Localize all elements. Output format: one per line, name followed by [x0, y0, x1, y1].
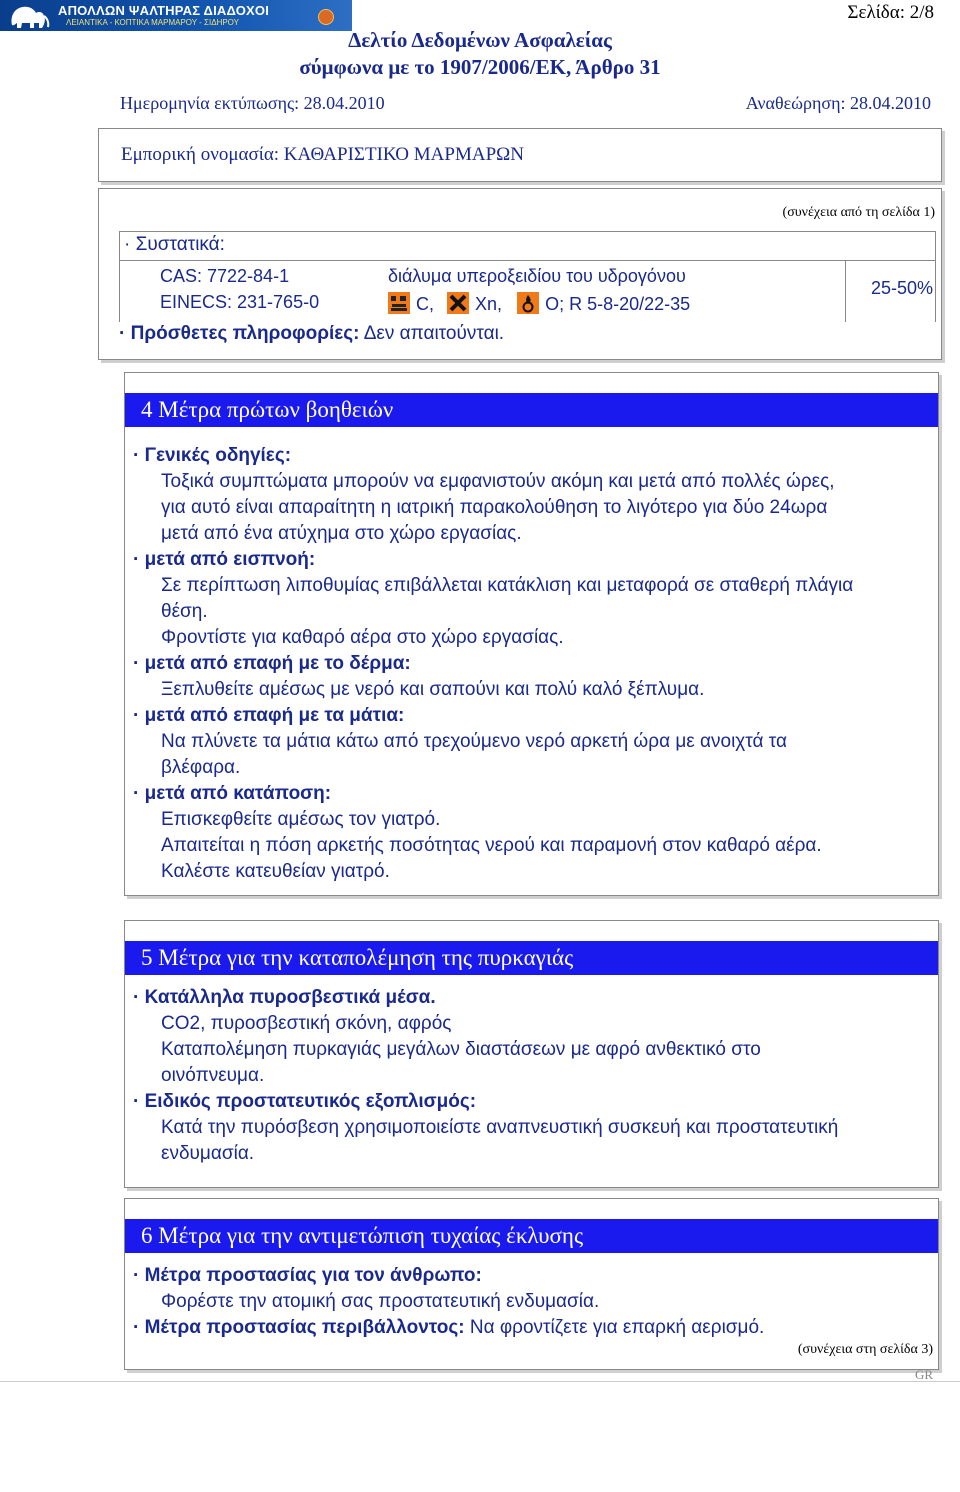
footer-rule [0, 1381, 960, 1382]
composition-box [98, 188, 942, 360]
cas-number: CAS: 7722-84-1 [160, 266, 290, 286]
additional-info-value: Δεν απαιτούνται. [363, 323, 505, 344]
print-date: Ημερομηνία εκτύπωσης: 28.04.2010 [120, 93, 385, 113]
skin-line-1: Ξεπλυθείτε αμέσως με νερό και σαπούνι και πολύ καλό ξέπλυμα. [161, 679, 705, 700]
media-line-3: οινόπνευμα. [161, 1065, 265, 1086]
environment-row [133, 1315, 764, 1341]
oxidizing-icon [517, 292, 539, 314]
document-subtitle: σύμφωνα με το 1907/2006/ΕΚ, Άρθρο 31 [299, 55, 661, 79]
ingestion-line-3: Καλέστε κατευθείαν γιατρό. [161, 861, 390, 882]
logo-company-name: ΑΠΟΛΛΩΝ ΨΑΛΤΗΡΑΣ ΔΙΑΔΟΧΟΙ [58, 3, 270, 18]
hazard-o: O; R 5-8-20/22-35 [545, 294, 691, 314]
page-number: Σελίδα: 2/8 [847, 2, 934, 23]
eye-line-1: Να πλύνετε τα μάτια κάτω από τρεχούμενο νερό αρκετή ώρα με ανοιχτά τα [161, 731, 787, 752]
ingredients-label: · Συστατικά: [124, 234, 225, 255]
media-line-2: Καταπολέμηση πυρκαγιάς μεγάλων διαστάσεων με αφρό ανθεκτικό στο [161, 1039, 761, 1060]
ingestion-line-2: Απαιτείται η πόση αρκετής ποσότητας νερού και παραμονή στον καθαρό αέρα. [161, 835, 822, 856]
equipment-label: · Ειδικός προστατευτικός εξοπλισμός: [133, 1091, 477, 1112]
person-label: · Μέτρα προστασίας για τον άνθρωπο: [133, 1265, 482, 1286]
section-4-first-aid [124, 372, 939, 896]
environment-value: Να φροντίζετε για επαρκή αερισμό. [469, 1317, 765, 1338]
table-divider [845, 260, 846, 322]
media-line-1: CO2, πυροσβεστική σκόνη, αφρός [161, 1013, 452, 1034]
harmful-icon [447, 292, 469, 314]
continued-to-note: (συνέχεια στη σελίδα 3) [797, 1342, 933, 1357]
seal-icon [318, 9, 334, 25]
section-6-body [133, 1263, 764, 1341]
trade-name: Εμπορική ονομασία: ΚΑΘΑΡΙΣΤΙΚΟ ΜΑΡΜΑΡΩΝ [121, 144, 524, 165]
section-4-body [133, 443, 853, 885]
logo-tagline: ΛΕΙΑΝΤΙΚΑ - ΚΟΠΤΙΚΑ ΜΑΡΜΑΡΟΥ - ΣΙΔΗΡΟΥ [66, 18, 239, 27]
general-label: · Γενικές οδηγίες: [133, 445, 292, 466]
ingredients-table [119, 231, 936, 322]
ingestion-line-1: Επισκεφθείτε αμέσως τον γιατρό. [161, 809, 441, 830]
eye-line-2: βλέφαρα. [161, 757, 241, 778]
section-4-title: 4 Μέτρα πρώτων βοηθειών [125, 393, 938, 427]
additional-info [119, 323, 504, 345]
environment-label: · Μέτρα προστασίας περιβάλλοντος: [133, 1317, 465, 1338]
inhalation-label: · μετά από εισπνοή: [133, 549, 316, 570]
inhalation-line-2: θέση. [161, 601, 208, 622]
additional-info-label: · Πρόσθετες πληροφορίες: [119, 323, 360, 344]
ingredient-name: διάλυμα υπεροξειδίου του υδρογόνου [388, 266, 686, 286]
skin-label: · μετά από επαφή με το δέρμα: [133, 653, 411, 674]
corrosive-icon [388, 292, 410, 314]
trade-name-box [98, 128, 942, 182]
general-line-2: για αυτό είναι απαραίτητη η ιατρική παρακολούθηση το λιγότερο για δύο 24ωρα [161, 497, 828, 518]
section-6-title: 6 Μέτρα για την αντιμετώπιση τυχαίας έκλυσης [125, 1219, 938, 1253]
einecs-number: EINECS: 231-765-0 [160, 292, 320, 312]
ingestion-label: · μετά από κατάποση: [133, 783, 332, 804]
eye-label: · μετά από επαφή με τα μάτια: [133, 705, 405, 726]
equipment-line-2: ενδυμασία. [161, 1143, 255, 1164]
hazard-c: C, [416, 294, 434, 314]
general-line-1: Τοξικά συμπτώματα μπορούν να εμφανιστούν ακόμη και μετά από πολλές ώρες, [161, 471, 835, 492]
company-logo [0, 0, 352, 31]
inhalation-line-3: Φροντίστε για καθαρό αέρα στο χώρο εργασίας. [161, 627, 564, 648]
person-line-1: Φορέστε την ατομική σας προστατευτική ενδυμασία. [161, 1291, 600, 1312]
continued-from-note: (συνέχεια από τη σελίδα 1) [782, 205, 935, 220]
hazard-symbols [388, 292, 690, 315]
concentration: 25-50% [871, 278, 934, 298]
language-code: GR [914, 1367, 933, 1382]
section-5-title: 5 Μέτρα για την καταπολέμηση της πυρκαγιάς [125, 941, 938, 975]
document-title: Δελτίο Δεδομένων Ασφαλείας [348, 28, 612, 52]
section-5-firefighting [124, 920, 939, 1188]
hazard-xn: Xn, [475, 294, 503, 314]
equipment-line-1: Κατά την πυρόσβεση χρησιμοποιείστε αναπνευστική συσκευή και προστατευτική [161, 1117, 839, 1138]
elephant-logo-icon [6, 1, 52, 30]
ingredients-header-row [120, 232, 935, 261]
inhalation-line-1: Σε περίπτωση λιποθυμίας επιβάλλεται κατάκλιση και μεταφορά σε σταθερή πλάγια [161, 575, 854, 596]
section-5-body [133, 985, 838, 1167]
general-line-3: μετά από ένα ατύχημα στο χώρο εργασίας. [161, 523, 522, 544]
media-label: · Κατάλληλα πυροσβεστικά μέσα. [133, 987, 436, 1008]
revision-date: Αναθεώρηση: 28.04.2010 [745, 93, 931, 113]
